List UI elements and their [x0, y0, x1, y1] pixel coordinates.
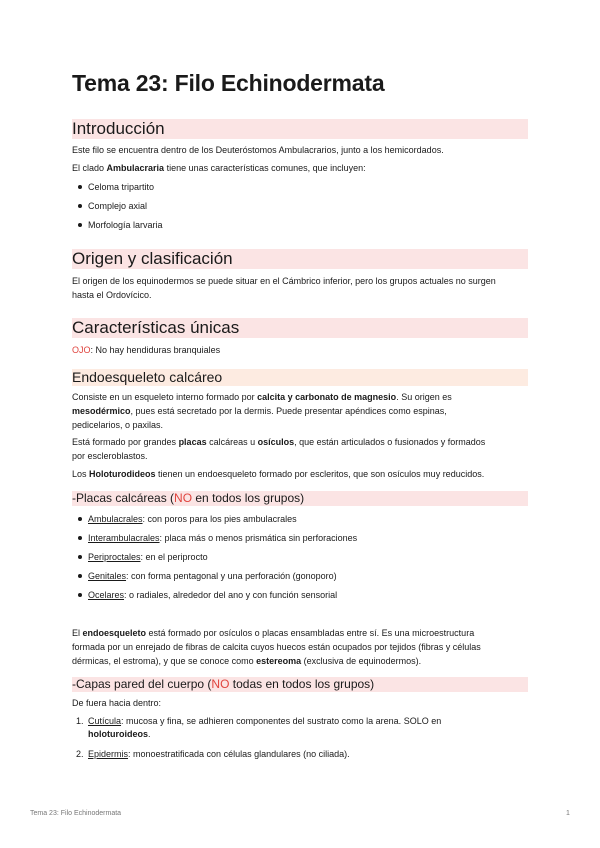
endo-line-2 [72, 404, 528, 418]
underlined-term: Ocelares [88, 590, 125, 600]
bullet-icon [78, 517, 82, 521]
origin-line-1: El origen de los equinodermos se puede situar en el Cámbrico inferior, pero los grupos actuales no surgen [72, 276, 496, 286]
bold-term: Holoturodideos [89, 469, 156, 479]
text: : monoestratificada con células glandulares (no ciliada). [128, 749, 350, 759]
no-highlight: NO [211, 677, 230, 691]
heading-introduccion: Introducción [72, 119, 528, 139]
list-item [88, 589, 337, 601]
list-item [88, 532, 357, 544]
bold-term-ambulacraria: Ambulacraria [106, 163, 165, 173]
list-number: 1. [76, 716, 84, 726]
text: Está formado por grandes [72, 437, 179, 447]
numbered-item [88, 748, 350, 760]
layers-intro: De fuera hacia dentro: [72, 698, 162, 708]
underlined-term: Ambulacrales [88, 514, 143, 524]
list-item [88, 513, 297, 525]
endo-line-1 [72, 390, 528, 404]
underlined-term: Cutícula [88, 716, 122, 726]
text: (exclusiva de equinodermos). [301, 656, 422, 666]
ojo-note [72, 343, 528, 357]
numbered-item [88, 715, 441, 727]
text: -Placas calcáreas ( [72, 491, 175, 505]
origin-line-2: hasta el Ordovícico. [72, 290, 152, 300]
text: : mucosa y fina, se adhieren componentes del sustrato como la arena. SOLO en [121, 716, 442, 726]
underlined-term: Periproctales [88, 552, 141, 562]
list-item: Celoma tripartito [88, 182, 155, 192]
text: : placa más o menos prismática sin perforaciones [159, 533, 358, 543]
endo-line-6 [72, 467, 528, 481]
no-highlight: NO [174, 491, 193, 505]
heading-origen: Origen y clasificación [72, 249, 528, 269]
text: El [72, 628, 83, 638]
heading-capas [72, 677, 528, 692]
bullet-icon [78, 223, 82, 227]
text: , que están articulados o fusionados y formados [294, 437, 486, 447]
page-title: Tema 23: Filo Echinodermata [72, 70, 385, 96]
endo-line-3: pedicelarios, o paxilas. [72, 420, 164, 430]
text: tiene unas características comunes, que incluyen: [164, 163, 366, 173]
ojo-label: OJO [72, 345, 91, 355]
text: . Su origen es [396, 392, 452, 402]
text: Consiste en un esqueleto interno formado por [72, 392, 258, 402]
text: : o radiales, alrededor del ano y con función sensorial [124, 590, 338, 600]
underlined-term: Interambulacrales [88, 533, 160, 543]
endoskeleton-line-1 [72, 626, 528, 640]
text: : con forma pentagonal y una perforación (gonoporo) [126, 571, 337, 581]
bold-term: estereoma [256, 656, 302, 666]
bullet-icon [78, 555, 82, 559]
text: El clado [72, 163, 107, 173]
bold-term: calcita y carbonato de magnesio [257, 392, 397, 402]
endo-line-4 [72, 435, 528, 449]
underlined-term: Epidermis [88, 749, 129, 759]
text: calcáreas u [206, 437, 258, 447]
endoskeleton-line-2: formada por un enrejado de fibras de calcita cuyos huecos están ocupados por tejidos (fibras y células [72, 642, 481, 652]
text: : con poros para los pies ambulacrales [142, 514, 297, 524]
text: tienen un endoesqueleto formado por escleritos, que son osículos muy reducidos. [155, 469, 485, 479]
bold-term: osículos [257, 437, 295, 447]
text: en todos los grupos) [192, 491, 305, 505]
bullet-icon [78, 185, 82, 189]
text: dérmicas, el estroma), y que se conoce como [72, 656, 257, 666]
text: todas en todos los grupos) [229, 677, 375, 691]
text: . [148, 729, 151, 739]
bold-term: mesodérmico [72, 406, 131, 416]
underlined-term: Genitales [88, 571, 127, 581]
text: , pues está secretado por la dermis. Puede presentar apéndices como espinas, [130, 406, 447, 416]
footer-page-number: 1 [566, 810, 570, 817]
bold-term: endoesqueleto [82, 628, 147, 638]
heading-placas [72, 491, 528, 506]
text: -Capas pared del cuerpo ( [72, 677, 212, 691]
heading-endoesqueleto: Endoesqueleto calcáreo [72, 369, 528, 386]
endoskeleton-line-3 [72, 654, 528, 668]
numbered-item-continuation [88, 728, 151, 740]
bullet-icon [78, 204, 82, 208]
text: : en el periprocto [140, 552, 208, 562]
intro-paragraph-1: Este filo se encuentra dentro de los Deuteróstomos Ambulacrarios, junto a los hemicordados. [72, 145, 444, 155]
text: : No hay hendiduras branquiales [90, 345, 221, 355]
text: Los [72, 469, 90, 479]
bullet-icon [78, 536, 82, 540]
bold-term: placas [178, 437, 207, 447]
list-item [88, 570, 337, 582]
list-number: 2. [76, 749, 84, 759]
bold-term: holoturoideos [88, 729, 148, 739]
text: está formado por osículos o placas ensambladas entre sí. Es una microestructura [146, 628, 475, 638]
list-item: Morfología larvaria [88, 220, 163, 230]
intro-paragraph-2 [72, 161, 528, 175]
list-item: Complejo axial [88, 201, 148, 211]
bullet-icon [78, 593, 82, 597]
heading-caracteristicas: Características únicas [72, 318, 528, 338]
list-item [88, 551, 208, 563]
bullet-icon [78, 574, 82, 578]
endo-line-5: por escleroblastos. [72, 451, 148, 461]
footer-title: Tema 23: Filo Echinodermata [30, 810, 122, 817]
